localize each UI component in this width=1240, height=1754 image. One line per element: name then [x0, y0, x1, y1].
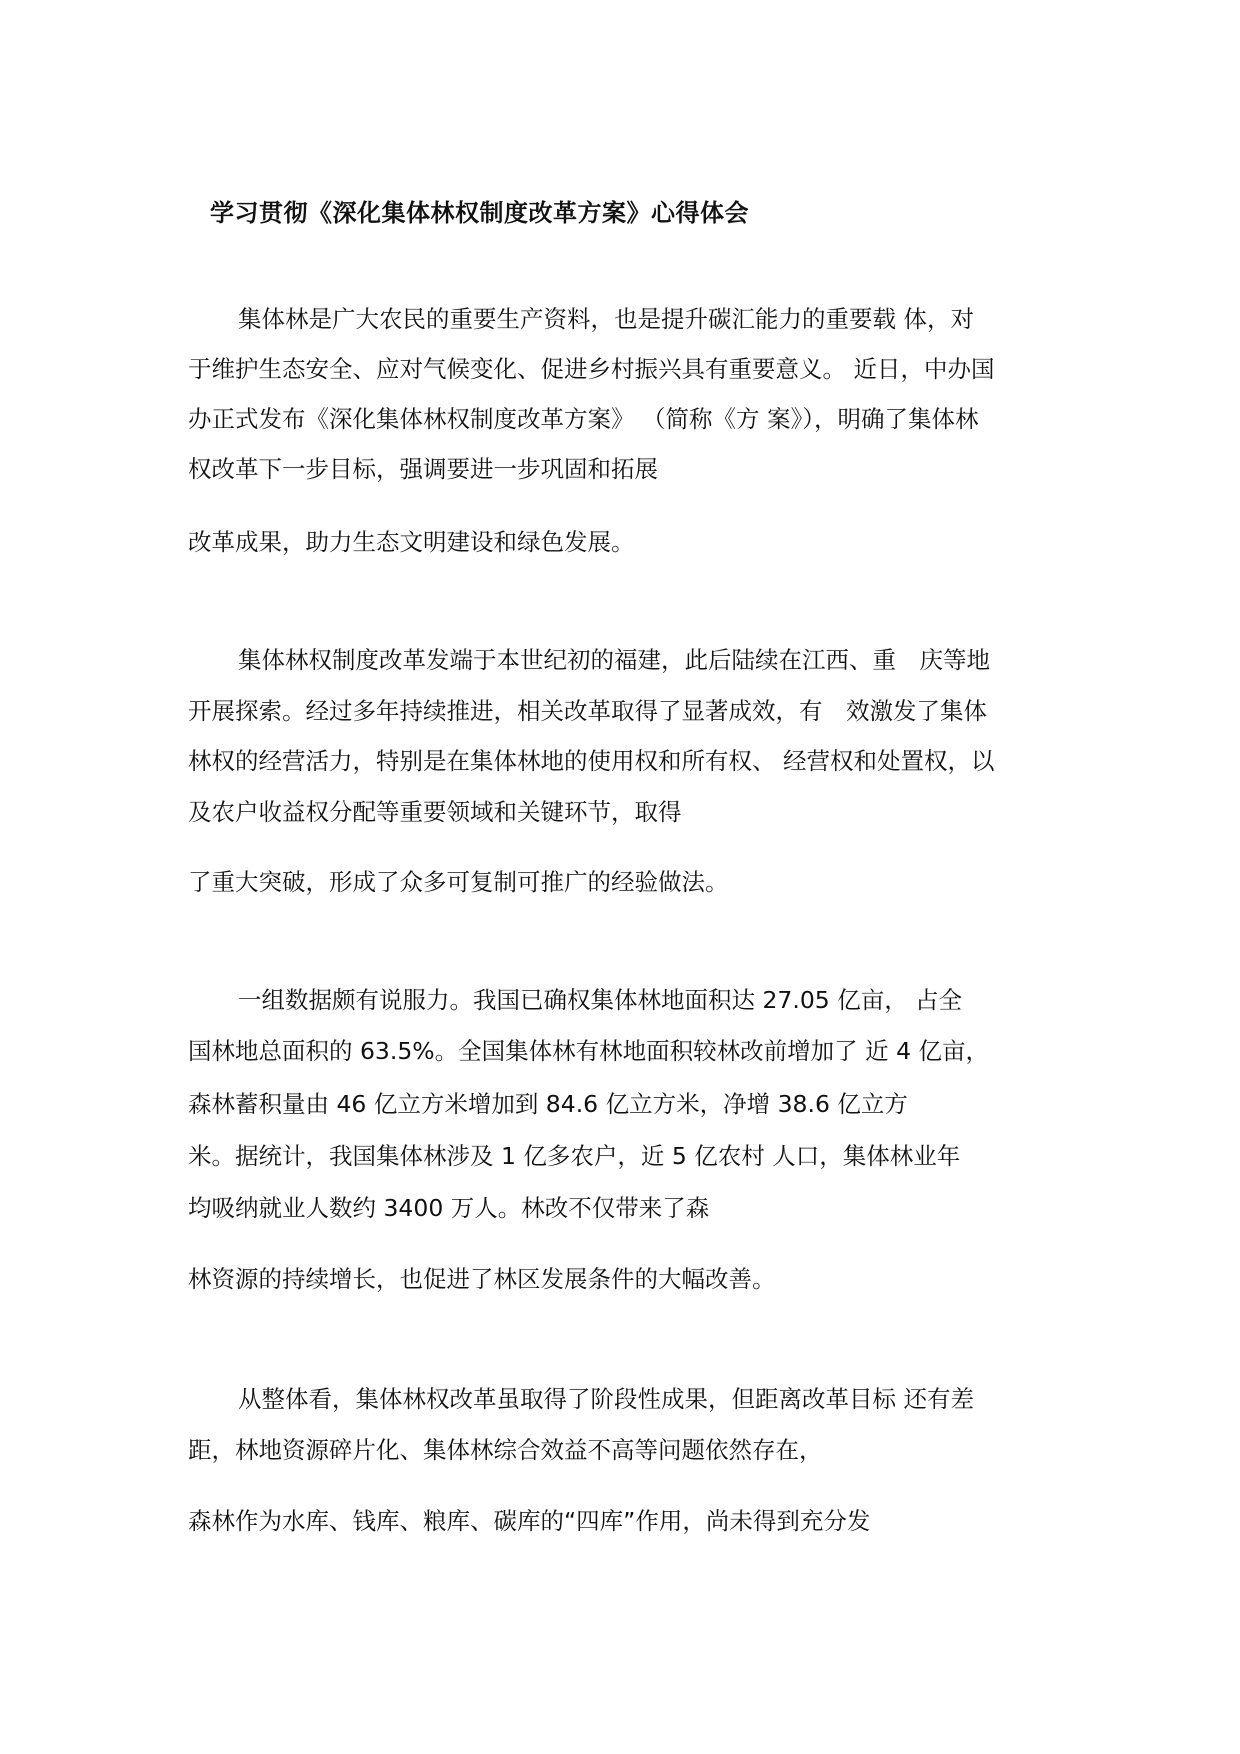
paragraph-1-line-2: 于维护生态安全、应对气候变化、促进乡村振兴具有重要意义。 近日，中办国: [188, 355, 995, 383]
paragraph-4-line-3: 森林作为水库、钱库、粮库、碳库的“四库”作用，尚未得到充分发: [188, 1507, 871, 1535]
paragraph-1-line-5: 改革成果，助力生态文明建设和绿色发展。: [188, 528, 635, 556]
paragraph-1-line-1: 集体林是广大农民的重要生产资料，也是提升碳汇能力的重要载 体，对: [238, 305, 974, 333]
paragraph-1-line-3: 办正式发布《深化集体林权制度改革方案》 （简称《方 案》），明确了集体林: [188, 405, 979, 433]
paragraph-3-line-1: 一组数据颇有说服力。我国已确权集体林地面积达 27.05 亿亩， 占全: [238, 986, 963, 1014]
paragraph-2-line-4: 及农户收益权分配等重要领域和关键环节，取得: [188, 798, 682, 826]
paragraph-2-line-2: 开展探索。经过多年持续推进，相关改革取得了显著成效，有 效激发了集体: [188, 697, 987, 725]
paragraph-4-line-2: 距，林地资源碎片化、集体林综合效益不高等问题依然存在，: [188, 1436, 823, 1464]
paragraph-3-line-2: 国林地总面积的 63.5%。全国集体林有林地面积较林改前增加了 近 4 亿亩，: [188, 1037, 989, 1065]
paragraph-2-line-5: 了重大突破，形成了众多可复制可推广的经验做法。: [188, 868, 729, 896]
paragraph-3-line-3: 森林蓄积量由 46 亿立方米增加到 84.6 亿立方米，净增 38.6 亿立方: [188, 1090, 908, 1118]
paragraph-3-line-6: 林资源的持续增长，也促进了林区发展条件的大幅改善。: [188, 1265, 776, 1293]
paragraph-3-line-5: 均吸纳就业人数约 3400 万人。林改不仅带来了森: [188, 1194, 710, 1222]
paragraph-4-line-1: 从整体看，集体林权改革虽取得了阶段性成果，但距离改革目标 还有差: [238, 1385, 974, 1413]
document-title: 学习贯彻《深化集体林权制度改革方案》心得体会: [210, 199, 749, 227]
paragraph-2-line-3: 林权的经营活力，特别是在集体林地的使用权和所有权、 经营权和处置权，以: [188, 747, 995, 775]
paragraph-1-line-4: 权改革下一步目标，强调要进一步巩固和拓展: [188, 455, 658, 483]
paragraph-2-line-1: 集体林权制度改革发端于本世纪初的福建，此后陆续在江西、重 庆等地: [238, 646, 990, 674]
paragraph-3-line-4: 米。据统计，我国集体林涉及 1 亿多农户，近 5 亿农村 人口，集体林业年: [188, 1142, 961, 1170]
